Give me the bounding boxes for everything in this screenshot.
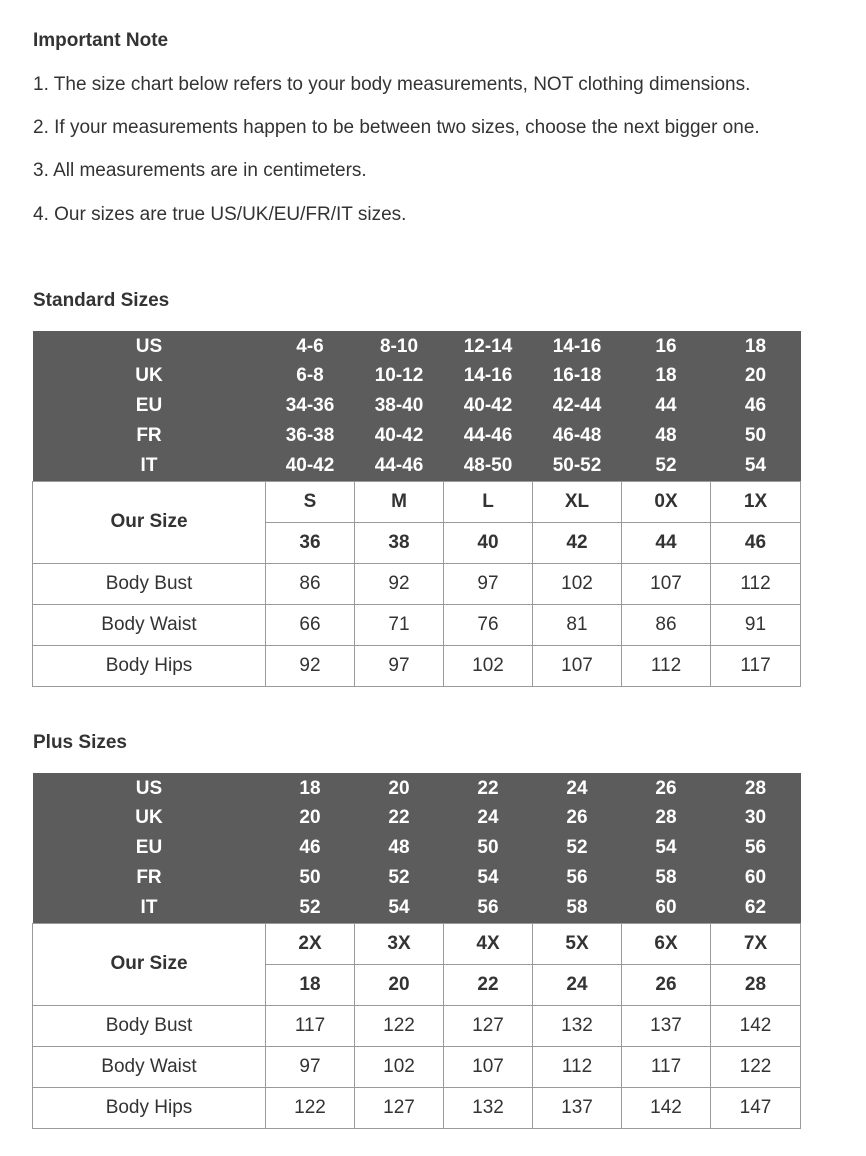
measurement-value: 112 — [711, 563, 801, 604]
measurement-value: 71 — [355, 604, 444, 645]
our-size-number: 20 — [355, 964, 444, 1005]
note-line-2: 2. If your measurements happen to be between two sizes, choose the next bigger one. — [33, 117, 760, 138]
conversion-value: 54 — [444, 863, 533, 893]
conversion-row — [33, 391, 801, 421]
conversion-value: 20 — [711, 361, 801, 391]
conversion-row — [33, 451, 801, 481]
conversion-label: UK — [33, 361, 266, 391]
conversion-value: 48 — [355, 833, 444, 863]
measurement-value: 92 — [266, 645, 355, 686]
conversion-value: 22 — [355, 803, 444, 833]
measurement-value: 91 — [711, 604, 801, 645]
measurement-label: Body Hips — [33, 645, 266, 686]
conversion-value: 16-18 — [533, 361, 622, 391]
conversion-label: US — [33, 773, 266, 803]
conversion-value: 20 — [355, 773, 444, 803]
measurement-value: 107 — [533, 645, 622, 686]
plus-size-table — [32, 773, 801, 1129]
conversion-value: 38-40 — [355, 391, 444, 421]
conversion-value: 56 — [533, 863, 622, 893]
conversion-label: FR — [33, 863, 266, 893]
conversion-value: 52 — [533, 833, 622, 863]
measurement-label: Body Waist — [33, 604, 266, 645]
note-line-3: 3. All measurements are in centimeters. — [33, 160, 367, 181]
measurement-value: 112 — [622, 645, 711, 686]
conversion-value: 40-42 — [444, 391, 533, 421]
measurement-row — [33, 645, 801, 686]
our-size-letter: L — [444, 481, 533, 522]
measurement-value: 127 — [355, 1087, 444, 1128]
conversion-value: 60 — [711, 863, 801, 893]
measurement-value: 86 — [266, 563, 355, 604]
measurement-label: Body Waist — [33, 1046, 266, 1087]
conversion-value: 30 — [711, 803, 801, 833]
measurement-value: 117 — [266, 1005, 355, 1046]
measurement-value: 142 — [711, 1005, 801, 1046]
conversion-label: US — [33, 331, 266, 361]
conversion-label: FR — [33, 421, 266, 451]
conversion-row — [33, 773, 801, 803]
our-size-label: Our Size — [33, 923, 266, 1005]
our-size-number: 44 — [622, 522, 711, 563]
conversion-value: 22 — [444, 773, 533, 803]
measurement-value: 102 — [533, 563, 622, 604]
our-size-letter: 2X — [266, 923, 355, 964]
conversion-value: 46 — [711, 391, 801, 421]
measurement-label: Body Bust — [33, 563, 266, 604]
measurement-value: 132 — [444, 1087, 533, 1128]
measurement-value: 122 — [355, 1005, 444, 1046]
our-size-number: 28 — [711, 964, 801, 1005]
conversion-value: 26 — [533, 803, 622, 833]
conversion-value: 4-6 — [266, 331, 355, 361]
measurement-row — [33, 1046, 801, 1087]
measurement-value: 147 — [711, 1087, 801, 1128]
our-size-letter: 6X — [622, 923, 711, 964]
conversion-value: 20 — [266, 803, 355, 833]
conversion-value: 62 — [711, 893, 801, 923]
measurement-value: 102 — [355, 1046, 444, 1087]
note-line-1: 1. The size chart below refers to your body measurements, NOT clothing dimensions. — [33, 74, 751, 95]
conversion-value: 36-38 — [266, 421, 355, 451]
measurement-row — [33, 1005, 801, 1046]
measurement-row — [33, 1087, 801, 1128]
standard-size-table — [32, 331, 801, 687]
our-size-letter: 4X — [444, 923, 533, 964]
conversion-value: 12-14 — [444, 331, 533, 361]
our-size-letter: 3X — [355, 923, 444, 964]
conversion-value: 44 — [622, 391, 711, 421]
measurement-value: 132 — [533, 1005, 622, 1046]
conversion-value: 50 — [444, 833, 533, 863]
measurement-value: 117 — [622, 1046, 711, 1087]
conversion-value: 48 — [622, 421, 711, 451]
measurement-value: 76 — [444, 604, 533, 645]
conversion-value: 26 — [622, 773, 711, 803]
conversion-row — [33, 893, 801, 923]
conversion-value: 52 — [266, 893, 355, 923]
conversion-value: 6-8 — [266, 361, 355, 391]
measurement-row — [33, 563, 801, 604]
measurement-value: 142 — [622, 1087, 711, 1128]
conversion-label: EU — [33, 833, 266, 863]
our-size-letter-row — [33, 923, 801, 964]
our-size-letter: 1X — [711, 481, 801, 522]
measurement-value: 112 — [533, 1046, 622, 1087]
conversion-value: 34-36 — [266, 391, 355, 421]
measurement-value: 97 — [444, 563, 533, 604]
measurement-value: 97 — [355, 645, 444, 686]
our-size-letter-row — [33, 481, 801, 522]
note-line-4: 4. Our sizes are true US/UK/EU/FR/IT sizes. — [33, 204, 407, 225]
our-size-number: 36 — [266, 522, 355, 563]
conversion-value: 56 — [711, 833, 801, 863]
measurement-value: 107 — [622, 563, 711, 604]
conversion-value: 40-42 — [355, 421, 444, 451]
our-size-letter: 5X — [533, 923, 622, 964]
conversion-value: 10-12 — [355, 361, 444, 391]
conversion-value: 14-16 — [444, 361, 533, 391]
our-size-letter: XL — [533, 481, 622, 522]
conversion-row — [33, 863, 801, 893]
conversion-row — [33, 833, 801, 863]
conversion-value: 46-48 — [533, 421, 622, 451]
measurement-row — [33, 604, 801, 645]
conversion-value: 54 — [711, 451, 801, 481]
standard-sizes-title: Standard Sizes — [33, 290, 170, 311]
conversion-value: 42-44 — [533, 391, 622, 421]
measurement-label: Body Hips — [33, 1087, 266, 1128]
conversion-row — [33, 421, 801, 451]
conversion-value: 50 — [266, 863, 355, 893]
conversion-value: 18 — [266, 773, 355, 803]
our-size-number: 26 — [622, 964, 711, 1005]
conversion-value: 52 — [622, 451, 711, 481]
conversion-row — [33, 361, 801, 391]
conversion-value: 8-10 — [355, 331, 444, 361]
measurement-value: 122 — [266, 1087, 355, 1128]
our-size-number: 40 — [444, 522, 533, 563]
measurement-value: 122 — [711, 1046, 801, 1087]
conversion-value: 56 — [444, 893, 533, 923]
measurement-value: 137 — [533, 1087, 622, 1128]
conversion-value: 60 — [622, 893, 711, 923]
our-size-letter: 0X — [622, 481, 711, 522]
measurement-value: 102 — [444, 645, 533, 686]
conversion-row — [33, 803, 801, 833]
conversion-value: 18 — [711, 331, 801, 361]
important-note-title: Important Note — [33, 30, 169, 51]
conversion-value: 50 — [711, 421, 801, 451]
conversion-value: 24 — [533, 773, 622, 803]
conversion-value: 18 — [622, 361, 711, 391]
conversion-value: 16 — [622, 331, 711, 361]
our-size-number: 42 — [533, 522, 622, 563]
measurement-value: 81 — [533, 604, 622, 645]
measurement-value: 127 — [444, 1005, 533, 1046]
conversion-value: 24 — [444, 803, 533, 833]
conversion-value: 58 — [622, 863, 711, 893]
measurement-value: 92 — [355, 563, 444, 604]
measurement-value: 66 — [266, 604, 355, 645]
our-size-number: 38 — [355, 522, 444, 563]
conversion-value: 14-16 — [533, 331, 622, 361]
conversion-value: 54 — [355, 893, 444, 923]
our-size-label: Our Size — [33, 481, 266, 563]
measurement-value: 107 — [444, 1046, 533, 1087]
measurement-label: Body Bust — [33, 1005, 266, 1046]
measurement-value: 117 — [711, 645, 801, 686]
conversion-label: IT — [33, 893, 266, 923]
conversion-label: UK — [33, 803, 266, 833]
conversion-label: IT — [33, 451, 266, 481]
conversion-value: 28 — [622, 803, 711, 833]
plus-sizes-title: Plus Sizes — [33, 732, 127, 753]
our-size-number: 22 — [444, 964, 533, 1005]
conversion-value: 40-42 — [266, 451, 355, 481]
conversion-value: 44-46 — [355, 451, 444, 481]
our-size-number: 24 — [533, 964, 622, 1005]
our-size-number: 46 — [711, 522, 801, 563]
conversion-value: 44-46 — [444, 421, 533, 451]
measurement-value: 137 — [622, 1005, 711, 1046]
conversion-row — [33, 331, 801, 361]
conversion-value: 46 — [266, 833, 355, 863]
conversion-value: 58 — [533, 893, 622, 923]
measurement-value: 97 — [266, 1046, 355, 1087]
conversion-value: 50-52 — [533, 451, 622, 481]
our-size-letter: 7X — [711, 923, 801, 964]
conversion-value: 28 — [711, 773, 801, 803]
our-size-number: 18 — [266, 964, 355, 1005]
conversion-value: 54 — [622, 833, 711, 863]
our-size-letter: M — [355, 481, 444, 522]
conversion-value: 48-50 — [444, 451, 533, 481]
conversion-label: EU — [33, 391, 266, 421]
measurement-value: 86 — [622, 604, 711, 645]
our-size-letter: S — [266, 481, 355, 522]
conversion-value: 52 — [355, 863, 444, 893]
